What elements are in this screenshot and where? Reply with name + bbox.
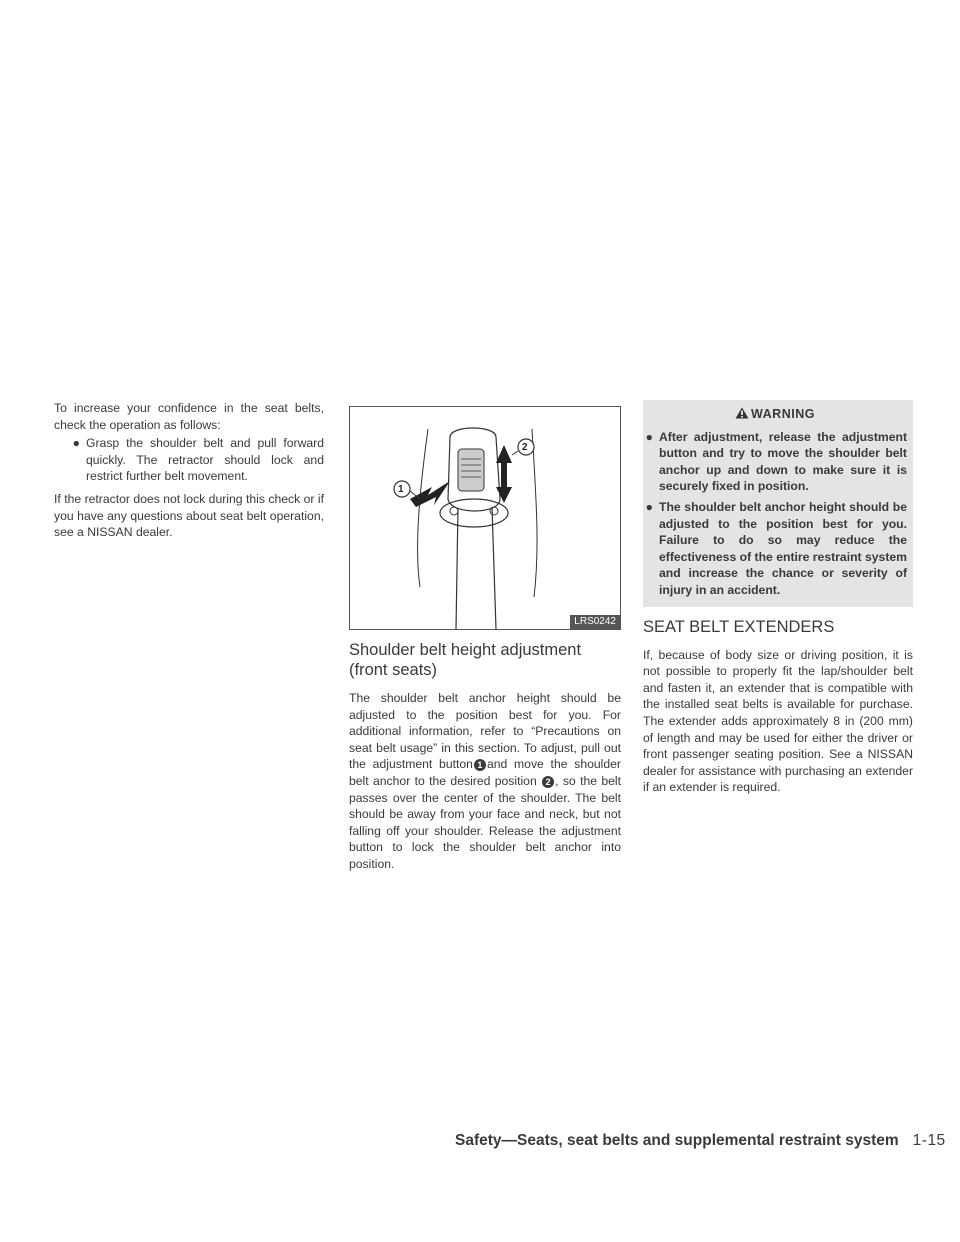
intro-bullet: [54, 435, 324, 485]
warning-item-text: After adjustment, release the adjustment button and try to move the shoulder belt anchor up and down to make sure it is securely fixed in position.: [659, 429, 907, 494]
warning-header: [643, 400, 907, 429]
column-left: [54, 400, 324, 541]
bullet-marker: ●: [645, 429, 653, 444]
callout-2-label: 2: [522, 442, 528, 453]
warning-box: [643, 400, 913, 607]
extenders-paragraph: If, because of body size or driving position, it is not possible to properly fit the lap/shoulder belt and fasten it, an extender that is compatible with the installed seat belts is available for purchase. The extender adds approximately 8 in (200 mm) of length and may be used for either the driver or front passenger seating position. See a NISSAN dealer for assistance with purchasing an extender if an extender is required.: [643, 647, 913, 795]
intro-paragraph: To increase your confidence in the seat belts, check the operation as follows:: [54, 401, 324, 432]
warning-item-text: The shoulder belt anchor height should be adjusted to the position best for you. Failure to do so may reduce the effectiveness of the entire restraint system and increase the chance or severity of injury in an accident.: [659, 499, 907, 597]
callout-2-marker: 2: [542, 776, 554, 788]
page-number: 1-15: [912, 1132, 946, 1149]
column-right: [643, 400, 913, 796]
warning-item: [643, 499, 907, 599]
column-middle: [349, 400, 621, 873]
callout-1-label: 1: [398, 484, 404, 495]
after-check-paragraph: If the retractor does not lock during this check or if you have any questions about seat belt operation, see a NISSAN dealer.: [54, 491, 324, 540]
page-footer: [455, 1132, 946, 1150]
shoulder-belt-paragraph: [349, 690, 621, 873]
footer-section-title: Safety—Seats, seat belts and supplemental restraint system: [455, 1132, 899, 1149]
shoulder-text-c: , so the belt passes over the center of the shoulder. The belt should be away from your face and neck, but not falling off your shoulder. Release the adjustment button to lock the shoulder belt anchor into position.: [349, 773, 622, 871]
warning-title: WARNING: [751, 407, 815, 421]
figure-code: LRS0242: [570, 615, 620, 629]
extenders-heading: SEAT BELT EXTENDERS: [643, 617, 835, 636]
bullet-marker: ●: [645, 499, 653, 514]
shoulder-belt-heading: Shoulder belt height adjustment (front seats): [349, 641, 582, 679]
seat-belt-figure: [349, 406, 621, 630]
shoulder-belt-illustration: [350, 407, 620, 629]
shoulder-text-b: and move the shoulder belt anchor to the desired position: [349, 757, 621, 788]
warning-triangle-icon: [735, 407, 749, 419]
bullet-marker: ●: [72, 436, 80, 451]
intro-bullet-text: Grasp the shoulder belt and pull forward quickly. The retractor should lock and restrict further belt movement.: [86, 436, 324, 484]
shoulder-text-a: The shoulder belt anchor height should be adjusted to the position best for you. For additional information, refer to “Precautions on seat belt usage” in this section. To adjust, pull out the adjustment button: [349, 691, 621, 772]
callout-1-marker: 1: [474, 759, 486, 771]
warning-item: [643, 429, 907, 495]
